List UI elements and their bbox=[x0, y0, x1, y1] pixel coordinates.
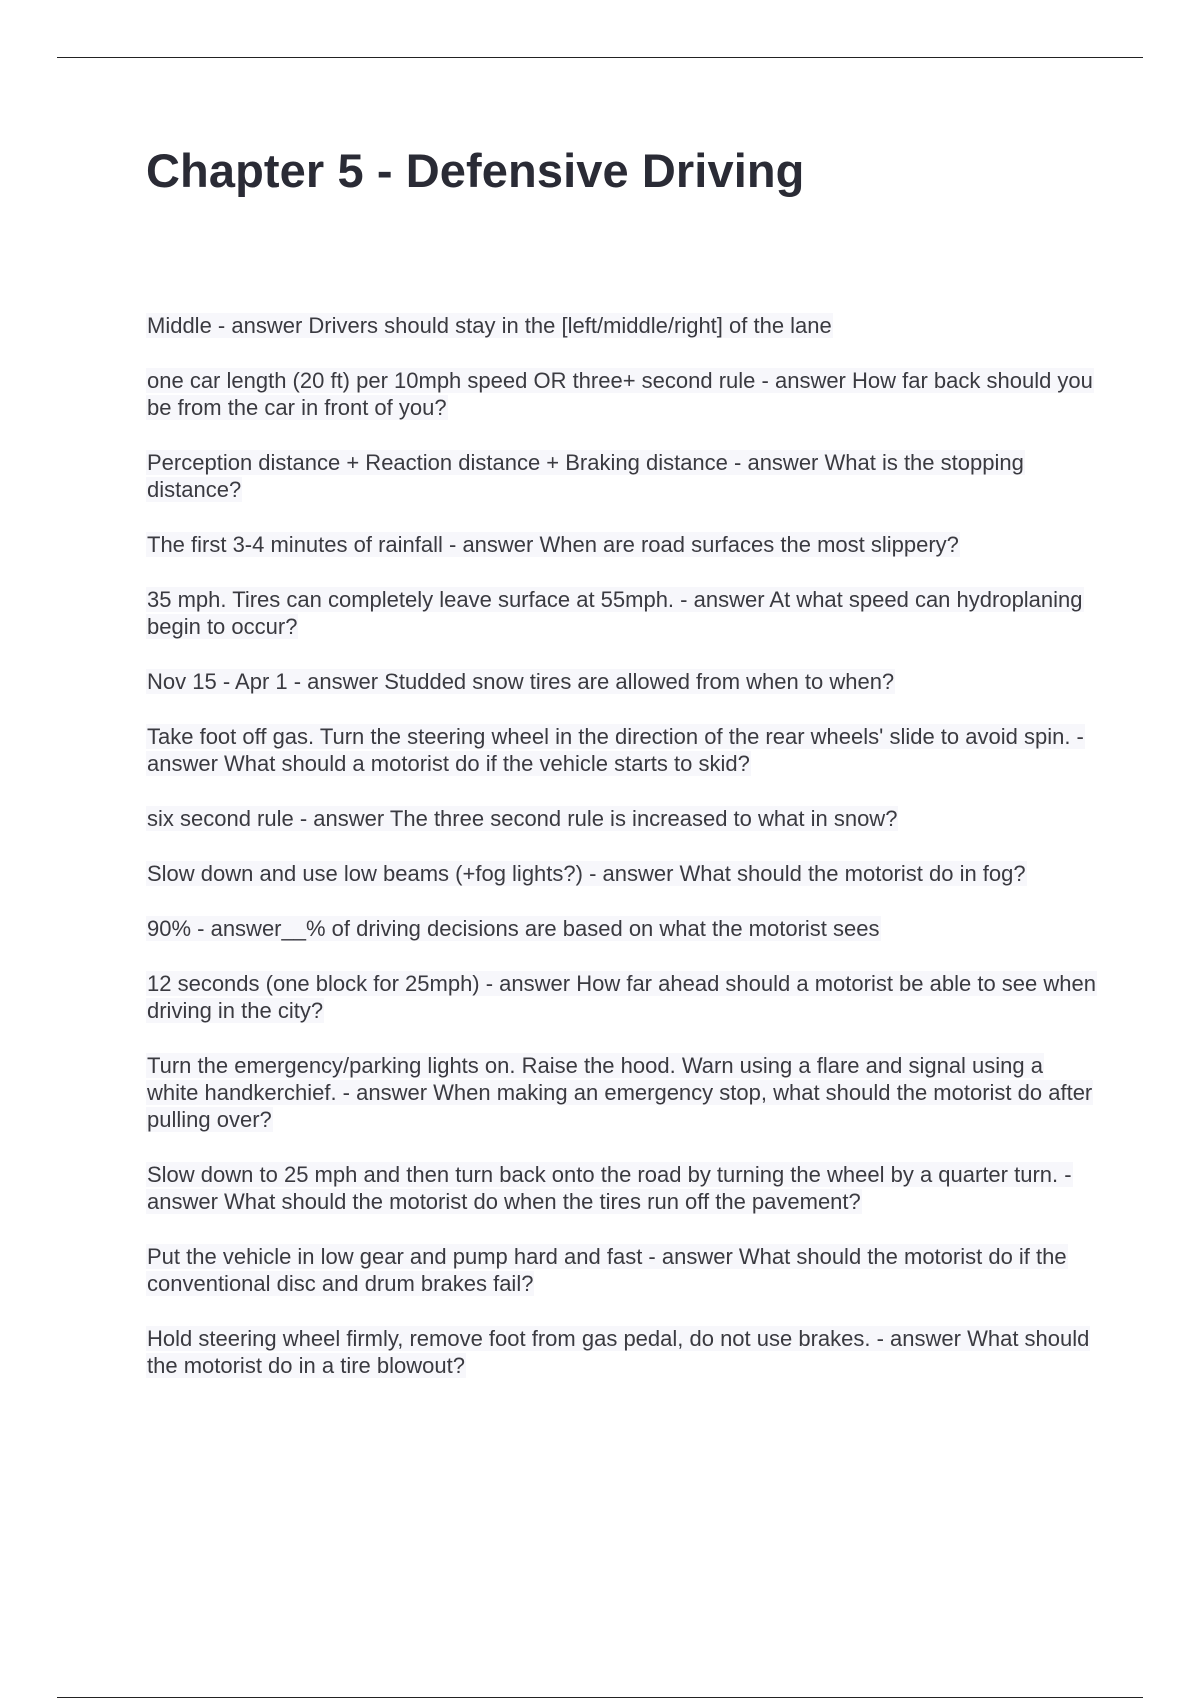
qa-text: The first 3-4 minutes of rainfall - answer When are road surfaces the most slippery? bbox=[147, 532, 959, 557]
qa-item bbox=[146, 1243, 1096, 1297]
qa-text: Slow down and use low beams (+fog lights?) - answer What should the motorist do in fog? bbox=[147, 861, 1026, 886]
qa-item bbox=[146, 586, 1096, 640]
qa-text: 35 mph. Tires can completely leave surface at 55mph. - answer At what speed can hydroplaning begin to occur? bbox=[147, 587, 1083, 639]
qa-item bbox=[146, 668, 1096, 695]
qa-text: six second rule - answer The three second rule is increased to what in snow? bbox=[147, 806, 898, 831]
bottom-divider bbox=[57, 1697, 1143, 1698]
qa-text: Nov 15 - Apr 1 - answer Studded snow tires are allowed from when to when? bbox=[147, 669, 895, 694]
qa-item bbox=[146, 970, 1096, 1024]
qa-text: 12 seconds (one block for 25mph) - answer How far ahead should a motorist be able to see when driving in the city? bbox=[147, 971, 1096, 1023]
qa-item bbox=[146, 531, 1096, 558]
qa-item bbox=[146, 723, 1096, 777]
qa-item bbox=[146, 312, 1096, 339]
qa-item bbox=[146, 805, 1096, 832]
qa-text: 90% - answer__% of driving decisions are based on what the motorist sees bbox=[147, 916, 880, 941]
qa-item bbox=[146, 449, 1096, 503]
qa-item bbox=[146, 915, 1096, 942]
qa-list bbox=[146, 312, 1096, 1407]
qa-item bbox=[146, 367, 1096, 421]
qa-item bbox=[146, 860, 1096, 887]
qa-text: one car length (20 ft) per 10mph speed OR three+ second rule - answer How far back should you be from the car in front of you? bbox=[147, 368, 1093, 420]
qa-text: Turn the emergency/parking lights on. Raise the hood. Warn using a flare and signal using a white handkerchief. - answer When making an emergency stop, what should the motorist do after pulling over? bbox=[147, 1053, 1093, 1132]
qa-text: Take foot off gas. Turn the steering wheel in the direction of the rear wheels' slide to avoid spin. - answer What should a motorist do if the vehicle starts to skid? bbox=[147, 724, 1084, 776]
qa-item bbox=[146, 1052, 1096, 1133]
qa-text: Hold steering wheel firmly, remove foot from gas pedal, do not use brakes. - answer What should the motorist do in a tire blowout? bbox=[147, 1326, 1090, 1378]
qa-text: Middle - answer Drivers should stay in the [left/middle/right] of the lane bbox=[147, 313, 832, 338]
document-title: Chapter 5 - Defensive Driving bbox=[146, 144, 805, 197]
top-divider bbox=[57, 57, 1143, 58]
qa-item bbox=[146, 1325, 1096, 1379]
qa-text: Put the vehicle in low gear and pump hard and fast - answer What should the motorist do if the conventional disc and drum brakes fail? bbox=[147, 1244, 1067, 1296]
qa-text: Slow down to 25 mph and then turn back onto the road by turning the wheel by a quarter turn. - answer What should the motorist do when the tires run off the pavement? bbox=[147, 1162, 1072, 1214]
qa-item bbox=[146, 1161, 1096, 1215]
qa-text: Perception distance + Reaction distance + Braking distance - answer What is the stopping distance? bbox=[147, 450, 1024, 502]
